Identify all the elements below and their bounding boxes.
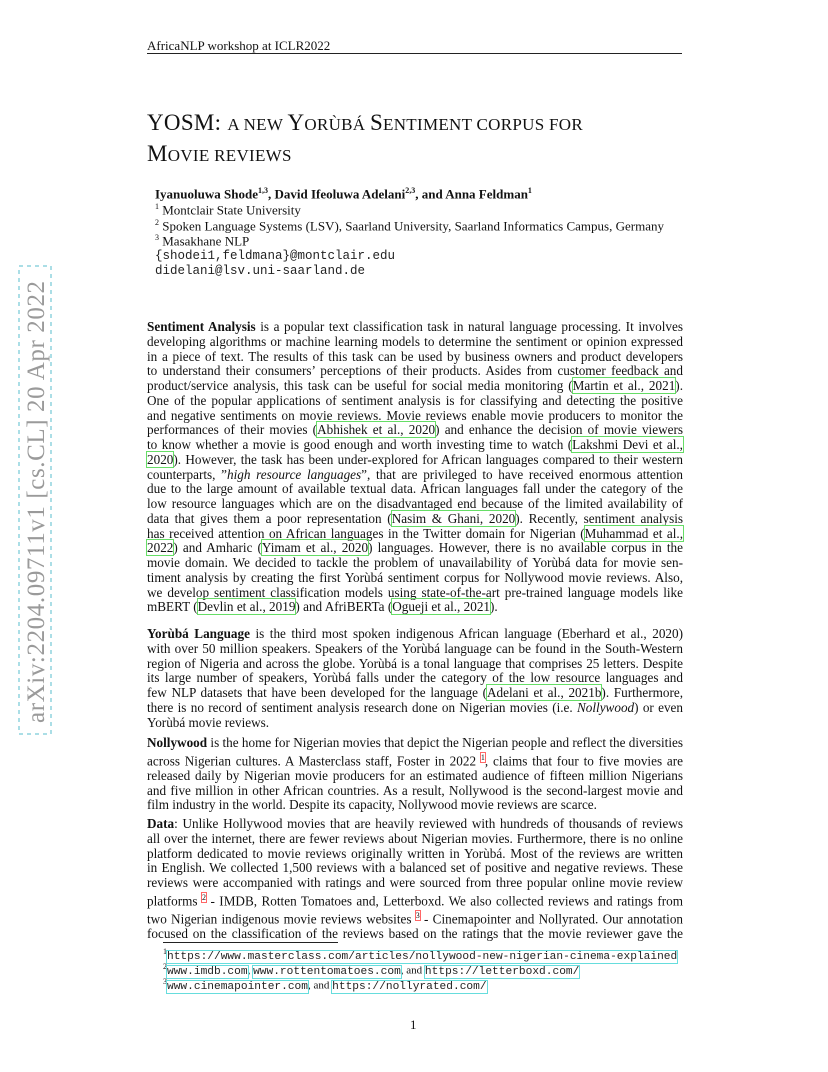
paragraph-nollywood: Nollywood is the home for Nigerian movies that depict the Nigerian people and reflect the diversities across Nigerian cultures. A Masterclass staff, Foster in 2022 $^1$, claims that four to five movies are released daily by Nigerian movie producers for an estimated audience of fifteen million Nigerians and five million in other African countries. As a result, Nollywood is the second-largest movie and film industry in the world. Despite its capacity, Nollywood movie reviews are scarce. — [147, 735, 683, 813]
page-number: 1 — [410, 1017, 417, 1032]
citation-link[interactable]: Lakshmi Devi et al., — [572, 437, 683, 452]
citation-link[interactable]: 2020 — [147, 451, 174, 467]
footnote-url[interactable]: https://letterboxd.com/ — [424, 965, 580, 978]
footnote-url[interactable]: https://www.masterclass.com/articles/nollywood-new-nigerian-cinema-explained — [167, 950, 678, 963]
running-header: AfricaNLP workshop at ICLR2022 — [147, 38, 331, 53]
citation-link[interactable]: Muhammad et al., — [584, 525, 683, 541]
affiliation-3: $^3$ Masakhane NLP — [155, 233, 250, 249]
arxiv-identifier: arXiv:2204.09711v1 [cs.CL] 20 Apr 2022 — [23, 280, 50, 723]
paragraph-data: Data: Unlike Hollywood movies that are heavily reviewed with hundreds of thousands of reviews all over the internet, there are fewer reviews about Nigerian movies. Furthermore, there is no online platform dedicated to movie reviews originally written in Yorùbá. Most of the reviews are written in English. We collected 1,500 reviews with a balanced set of positive and negative reviews. These reviews were accompanied with ratings and were sourced from three popular online movie review platforms $^2$ - IMDB, Rotten Tomatoes and, Letterboxd. We also collected reviews and ratings from two Nigerian indigenous movie reviews websites $^3$ - Cinemapointer and Nollyrated. Our annotation focused on the classification of the reviews based on the ratings that the movie reviewer gave the — [147, 816, 684, 942]
citation-link[interactable]: Adelani et al., 2021b — [487, 685, 602, 700]
footnote-url[interactable]: https://nollyrated.com/ — [332, 980, 487, 993]
citation-link[interactable]: Ogueji et al., 2021 — [392, 599, 491, 615]
footnote-2: $^2$www.imdb.com, www.rottentomatoes.com, and https://letterboxd.com/ — [163, 962, 580, 978]
header-rule — [147, 53, 682, 54]
footnote-link-2[interactable]: 2 — [202, 892, 206, 902]
citation-link[interactable]: Martin et al., 2021 — [572, 378, 676, 393]
citation-link[interactable]: Abhishek et al., 2020 — [317, 422, 436, 438]
citation-link[interactable]: 2022 — [147, 540, 174, 556]
footnote-1: $^1$https://www.masterclass.com/articles/nollywood-new-nigerian-cinema-explained — [163, 947, 678, 963]
paragraph-sentiment-analysis: Sentiment Analysis is a popular text classification task in natural language processing. It involves developing algorithms or machine learning models to determine the sentiment or opinion expressed in a piece of text. The results of this task can be used by business owners and product developers to understand their consumers’ perceptions of their products. Asides from customer feedback and product/service analysis, this task can be useful for social media monitoring (Martin et al., 2021). One of the popular applications of sentiment analysis is for classifying and detecting the positive and negative sentiments on movie reviews. Movie reviews enable movie producers to monitor the performances of their movies (Abhishek et al., 2020) and enhance the decision of movie viewers to know whether a movie is good enough and worth investing time to watch (Lakshmi Devi et al., 2020). However, the task has been under-explored for African languages compared to their western counterparts, ”high resource languages”, that are privileged to have received enormous attention due to the large amount of available textual data. African languages fall under the category of the low resource languages which are on the disadvantaged end because of the limited availability of data that gives them a poor representation (Nasim & Ghani, 2020). Recently, sentiment analysis has received attention on African languages in the Twitter domain for Nigerian (Muhammad et al., 2022) and Amharic (Yimam et al., 2020) languages. However, there is no available corpus in the movie domain. We decided to tackle the problem of unavailability of Yorùbá data for movie sen- timent analysis by creating the first Yorùbá sentiment corpus for Nollywood movie reviews. Also, we develop sentiment classification models using state-of-the-art pre-trained language models like mBERT (Devlin et al., 2019) and AfriBERTa (Ogueji et al., 2021). — [147, 319, 684, 615]
footnote-link-1[interactable]: 1 — [480, 752, 485, 762]
footnote-rule — [163, 942, 338, 943]
footnote-link-3[interactable]: 3 — [415, 910, 420, 920]
paper-title: YOSM: A NEW YORÙBÁ SENTIMENT CORPUS FOR MOVIE REVIEWS — [147, 110, 584, 166]
arxiv-sidebar-stamp[interactable] — [17, 265, 53, 735]
email-line-1: {shodei1,feldmana}@montclair.edu — [155, 249, 396, 263]
footnote-url[interactable]: www.imdb.com — [167, 965, 248, 978]
affiliation-1: $^1$ Montclair State University — [155, 202, 301, 218]
author-list: Iyanuoluwa Shode$^{1,3}$, David Ifeoluwa Adelani$^{2,3}$, and Anna Feldman$^1$ — [155, 186, 532, 202]
citation-link[interactable]: Yimam et al., 2020 — [261, 540, 369, 556]
footnote-url[interactable]: www.cinemapointer.com — [167, 980, 308, 993]
paragraph-yoruba-language: Yorùbá Language is the third most spoken indigenous African language (Eberhard et al., 2020) with over 50 million speakers. Speakers of the Yorùbá language can be found in the South-Western region of Nigeria and across the globe. Yorùbá is a tonal language that comprises 25 letters. Despite its large number of speakers, Yorùbá falls under the category of the low resource languages and few NLP datasets that have been developed for the language (Adelani et al., 2021b). Furthermore, there is no record of sentiment analysis research done on Nigerian movies (i.e. Nollywood) or even Yorùbá movie reviews. — [147, 626, 684, 730]
footnote-url[interactable]: www.rottentomatoes.com — [253, 965, 401, 978]
affiliation-2: $^2$ Spoken Language Systems (LSV), Saarland University, Saarland Informatics Campus, Germany — [155, 218, 664, 234]
citation-link[interactable]: Devlin et al., 2019 — [197, 599, 296, 615]
email-line-2: didelani@lsv.uni-saarland.de — [155, 264, 366, 278]
citation-link[interactable]: Nasim & Ghani, 2020 — [391, 510, 516, 526]
footnote-3: $^3$www.cinemapointer.com, and https://nollyrated.com/ — [163, 977, 487, 993]
